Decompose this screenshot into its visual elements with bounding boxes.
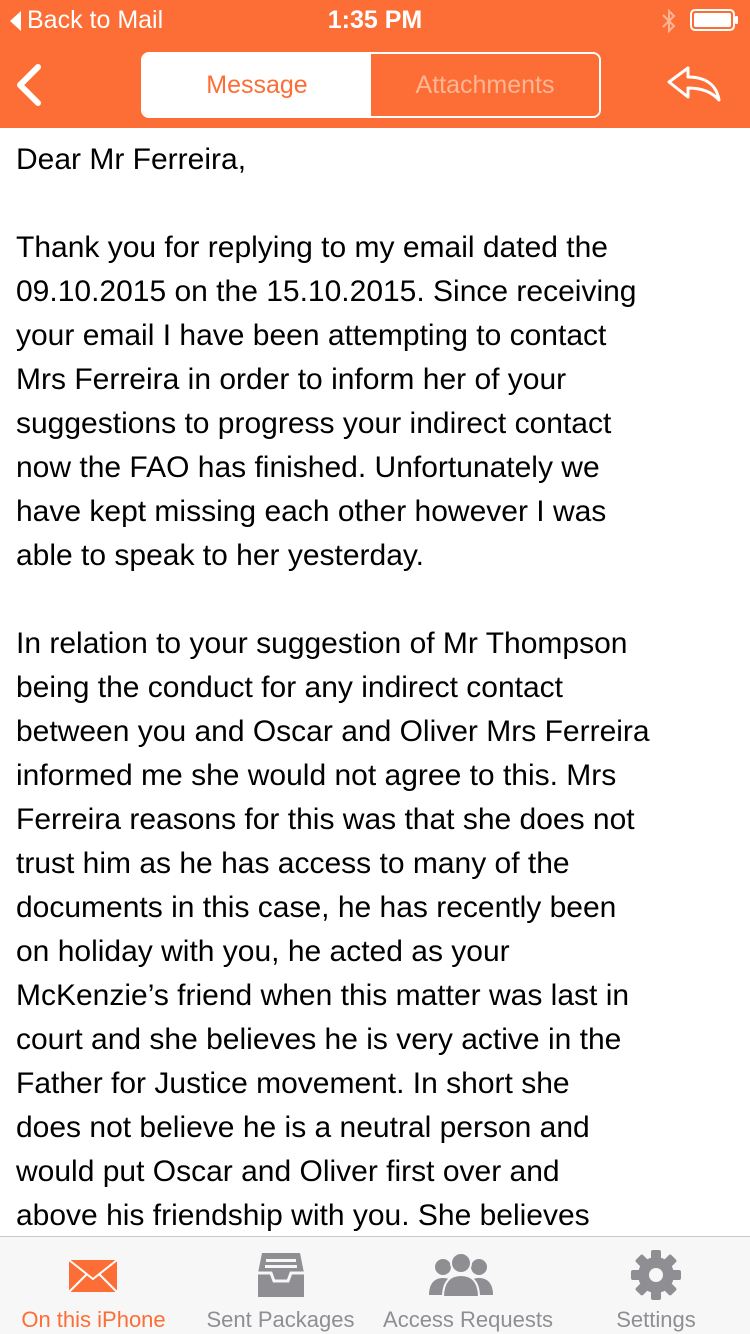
inbox-tray-icon: [256, 1251, 306, 1299]
app-header: [0, 0, 750, 128]
message-body: [16, 138, 742, 1234]
tab-label: Access Requests: [383, 1307, 553, 1332]
message-paragraph: Thank you for replying to my email dated the 09.10.2015 on the 15.10.2015. Since receiving your email I have been attempting to contact Mrs Ferreira in order to inform her of your suggestions to progress your indirect contact now the FAO has finished. Unfortunately we have kept missing each other however I was able to speak to her yesterday.: [16, 231, 637, 572]
status-time: 1:35 PM: [327, 6, 423, 34]
message-attachments-segmented-control: [141, 52, 601, 118]
tab-attachments[interactable]: Attachments: [371, 54, 599, 116]
tab-message[interactable]: Message: [143, 54, 371, 116]
battery-icon: [690, 9, 740, 31]
tab-label: Settings: [616, 1307, 696, 1332]
bottom-tab-bar: [0, 1236, 750, 1334]
message-paragraph: In relation to your suggestion of Mr Thompson being the conduct for any indirect contact between you and Oscar and Oliver Mrs Ferreira informed me she would not agree to this. Mrs Ferreira reasons for this was that she does not trust him as he has access to many of the documents in this case, he has recently been on holiday with you, he acted as your McKenzie’s friend when this matter was last in court and she believes he is very active in the Father for Justice movement. In short she does not believe he is a neutral person and would put Oscar and Oliver first over and above his friendship with you. She believes: [16, 627, 650, 1232]
tab-label: On this iPhone: [21, 1307, 166, 1332]
tab-settings[interactable]: [562, 1237, 750, 1334]
envelope-icon: [68, 1259, 118, 1293]
status-bar: [0, 0, 750, 40]
tab-access-requests[interactable]: [374, 1237, 562, 1334]
gear-icon: [630, 1249, 682, 1301]
back-to-mail-label: Back to Mail: [27, 6, 164, 34]
chevron-left-icon[interactable]: [10, 60, 50, 110]
bluetooth-icon: [658, 8, 680, 34]
message-greeting: Dear Mr Ferreira,: [16, 143, 247, 176]
tab-sent-packages[interactable]: [187, 1237, 374, 1334]
reply-icon[interactable]: [666, 64, 722, 104]
people-icon: [428, 1251, 494, 1299]
tab-label: Sent Packages: [206, 1307, 355, 1332]
tab-on-this-iphone[interactable]: [0, 1237, 187, 1334]
